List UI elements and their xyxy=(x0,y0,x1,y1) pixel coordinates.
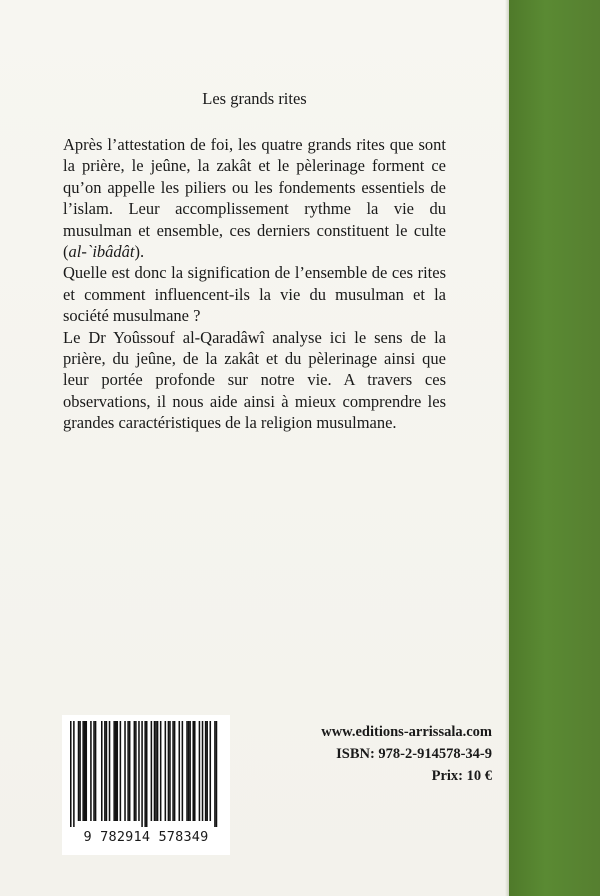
barcode-bar xyxy=(120,721,122,821)
price: Prix: 10 € xyxy=(431,768,492,784)
barcode-bar xyxy=(101,721,103,821)
barcode-bar xyxy=(141,721,143,827)
barcode-bar xyxy=(205,721,207,821)
barcode-bar xyxy=(157,721,159,821)
barcode-bar xyxy=(168,721,170,821)
barcode-bar xyxy=(144,721,146,827)
barcode-bar xyxy=(179,721,181,821)
barcode-bar xyxy=(160,721,162,821)
italic-term: al-`ibâdât xyxy=(68,242,135,262)
barcode-bar xyxy=(115,721,117,821)
barcode-bar xyxy=(86,721,88,821)
barcode-bar xyxy=(106,721,108,821)
barcode-bar xyxy=(155,721,157,821)
barcode-bar xyxy=(135,721,137,821)
barcode-bar xyxy=(78,721,80,821)
barcode-bar xyxy=(169,721,171,821)
barcode-bar xyxy=(84,721,86,821)
barcode-bars xyxy=(70,721,222,827)
barcode-bar xyxy=(188,721,190,821)
barcode-bar xyxy=(165,721,167,821)
barcode-bar xyxy=(70,721,72,827)
barcode-bar xyxy=(210,721,212,821)
barcode-bar xyxy=(109,721,111,821)
publisher-website: www.editions-arrissala.com xyxy=(321,724,492,740)
barcode-bar xyxy=(104,721,106,821)
barcode-bar xyxy=(90,721,92,821)
barcode-bar xyxy=(174,721,176,821)
barcode-bar xyxy=(79,721,81,821)
barcode-bar xyxy=(202,721,204,821)
barcode-bar xyxy=(216,721,218,827)
barcode-bar xyxy=(186,721,188,821)
barcode-digits: 9 782914 578349 xyxy=(83,829,209,845)
barcode-bar xyxy=(182,721,184,821)
book-title: Les grands rites xyxy=(202,89,307,108)
isbn-number: ISBN: 978-2-914578-34-9 xyxy=(336,746,492,762)
barcode-bar xyxy=(189,721,191,821)
barcode-bar xyxy=(172,721,174,821)
barcode-bar xyxy=(82,721,84,821)
barcode-bar xyxy=(192,721,194,821)
barcode-bar xyxy=(206,721,208,821)
green-spine-band xyxy=(509,0,600,896)
barcode-bar xyxy=(124,721,126,821)
barcode-bar xyxy=(151,721,153,821)
barcode-bar xyxy=(93,721,95,821)
blurb-text xyxy=(63,134,446,434)
barcode-bar xyxy=(129,721,131,821)
blurb-paragraph-2: Quelle est donc la signification de l’ensemble de ces rites et comment influencent-ils la vie du musulman et la société musulmane ? xyxy=(63,263,446,326)
barcode-bar xyxy=(73,721,75,827)
barcode-bar xyxy=(199,721,201,821)
blurb-paragraph-3: Le Dr Yoûssouf al-Qaradâwî analyse ici le sens de la prière, du jeûne, de la zakât et du pèlerinage ainsi que leur portée profonde sur notre vie. A travers ces observations, il nous aide ainsi à mieux comprendre les grandes caractéristiques de la religion musulmane. xyxy=(63,327,446,433)
barcode-bar xyxy=(154,721,156,821)
isbn-barcode xyxy=(62,715,230,855)
barcode-bar xyxy=(127,721,129,821)
barcode-bar xyxy=(95,721,97,821)
barcode-bar xyxy=(214,721,216,827)
barcode-bar xyxy=(134,721,136,821)
barcode-bar xyxy=(117,721,119,821)
barcode-bar xyxy=(113,721,115,821)
barcode-bar xyxy=(146,721,148,827)
blurb-paragraph-1: Après l’attestation de foi, les quatre grands rites que sont la prière, le jeûne, la zakât et le pèlerinage forment ce qu’on appelle les piliers ou les fondements essentiels de l’islam. Leur accomplissement rythme la vie du musulman et ensemble, ces derniers constituent le culte (al-`ibâdât). xyxy=(63,135,446,262)
barcode-bar xyxy=(194,721,196,821)
publisher-info xyxy=(321,721,492,787)
barcode-bar xyxy=(138,721,140,821)
